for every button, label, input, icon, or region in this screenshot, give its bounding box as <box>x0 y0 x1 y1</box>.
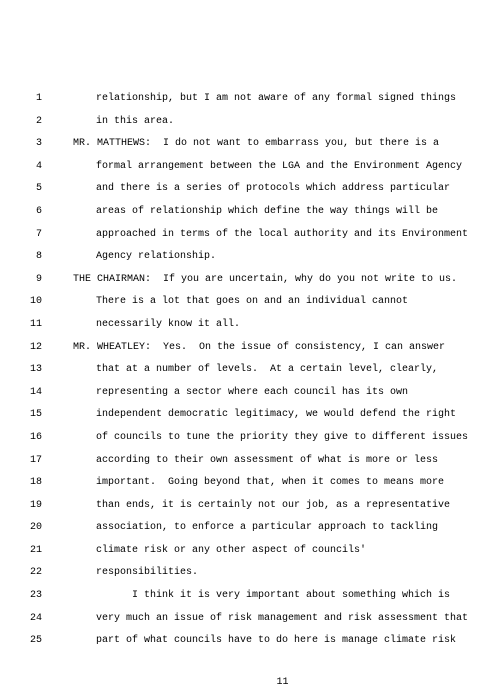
line-text: formal arrangement between the LGA and the Environment Agency <box>96 160 463 172</box>
transcript-line <box>0 269 482 292</box>
transcript-line <box>0 314 482 337</box>
line-text: There is a lot that goes on and an individual cannot <box>96 296 409 308</box>
line-number: 22 <box>29 567 42 579</box>
line-number: 19 <box>29 499 42 511</box>
speaker-line-text: THE CHAIRMAN: If you are uncertain, why do you not write to us. <box>73 273 458 285</box>
line-number: 6 <box>35 205 42 217</box>
line-text: climate risk or any other aspect of councils' <box>96 544 367 556</box>
line-number: 16 <box>29 431 42 443</box>
line-number: 20 <box>29 522 42 534</box>
line-number: 13 <box>29 364 42 376</box>
line-text: association, to enforce a particular approach to tackling <box>96 522 439 534</box>
line-number: 5 <box>35 183 42 195</box>
line-text: responsibilities. <box>96 567 199 579</box>
line-number: 3 <box>35 138 42 150</box>
transcript-line <box>0 450 482 473</box>
line-number: 15 <box>29 409 42 421</box>
line-number: 2 <box>35 115 42 127</box>
line-number: 21 <box>29 544 42 556</box>
transcript-line <box>0 608 482 631</box>
line-text: that at a number of levels. At a certain level, clearly, <box>96 364 439 376</box>
line-number: 23 <box>29 590 42 602</box>
line-number: 14 <box>29 386 42 398</box>
transcript-line <box>0 562 482 585</box>
line-text: Agency relationship. <box>96 251 217 263</box>
page-number: 11 <box>276 677 289 688</box>
line-number: 25 <box>29 635 42 647</box>
transcript-line <box>0 224 482 247</box>
transcript-line <box>0 359 482 382</box>
transcript-line <box>0 404 482 427</box>
transcript-line <box>0 517 482 540</box>
speaker-line-text: MR. MATTHEWS: I do not want to embarrass you, but there is a <box>73 138 440 150</box>
transcript-line <box>0 337 482 360</box>
line-text: important. Going beyond that, when it comes to means more <box>96 477 445 489</box>
line-text: according to their own assessment of what is more or less <box>96 454 439 466</box>
transcript-line <box>0 88 482 111</box>
transcript-line <box>0 540 482 563</box>
line-text: necessarily know it all. <box>96 318 241 330</box>
line-number: 1 <box>35 93 42 104</box>
speaker-line-text: MR. WHEATLEY: Yes. On the issue of consistency, I can answer <box>73 341 446 353</box>
transcript-lines <box>0 88 482 653</box>
line-text: of councils to tune the priority they give to different issues <box>96 431 469 443</box>
transcript-line <box>0 291 482 314</box>
line-number: 9 <box>35 273 42 285</box>
line-text: relationship, but I am not aware of any formal signed things <box>96 93 457 104</box>
line-text: I think it is very important about something which is <box>132 590 451 602</box>
line-text: part of what councils have to do here is manage climate risk <box>96 635 457 647</box>
line-text: independent democratic legitimacy, we would defend the right <box>96 409 457 421</box>
transcript-line <box>0 382 482 405</box>
line-text: than ends, it is certainly not our job, as a representative <box>96 499 451 511</box>
line-number: 24 <box>29 612 42 624</box>
line-text: areas of relationship which define the way things will be <box>96 205 439 217</box>
line-text: very much an issue of risk management and risk assessment that <box>96 612 469 624</box>
transcript-line <box>0 156 482 179</box>
line-text: representing a sector where each council has its own <box>96 386 409 398</box>
line-number: 4 <box>35 160 42 172</box>
line-number: 18 <box>29 477 42 489</box>
line-text: approached in terms of the local authority and its Environment <box>96 228 469 240</box>
line-text: in this area. <box>96 115 175 127</box>
line-number: 8 <box>35 251 42 263</box>
transcript-line <box>0 133 482 156</box>
line-text: and there is a series of protocols which address particular <box>96 183 451 195</box>
line-number: 11 <box>29 318 42 330</box>
line-number: 10 <box>29 296 42 308</box>
transcript-line <box>0 495 482 518</box>
line-number: 12 <box>29 341 42 353</box>
line-number: 17 <box>29 454 42 466</box>
transcript-line <box>0 630 482 653</box>
transcript-line <box>0 472 482 495</box>
transcript-line <box>0 111 482 134</box>
transcript-line <box>0 246 482 269</box>
transcript-line <box>0 427 482 450</box>
transcript-line <box>0 585 482 608</box>
line-number: 7 <box>35 228 42 240</box>
transcript-line <box>0 201 482 224</box>
transcript-line <box>0 178 482 201</box>
